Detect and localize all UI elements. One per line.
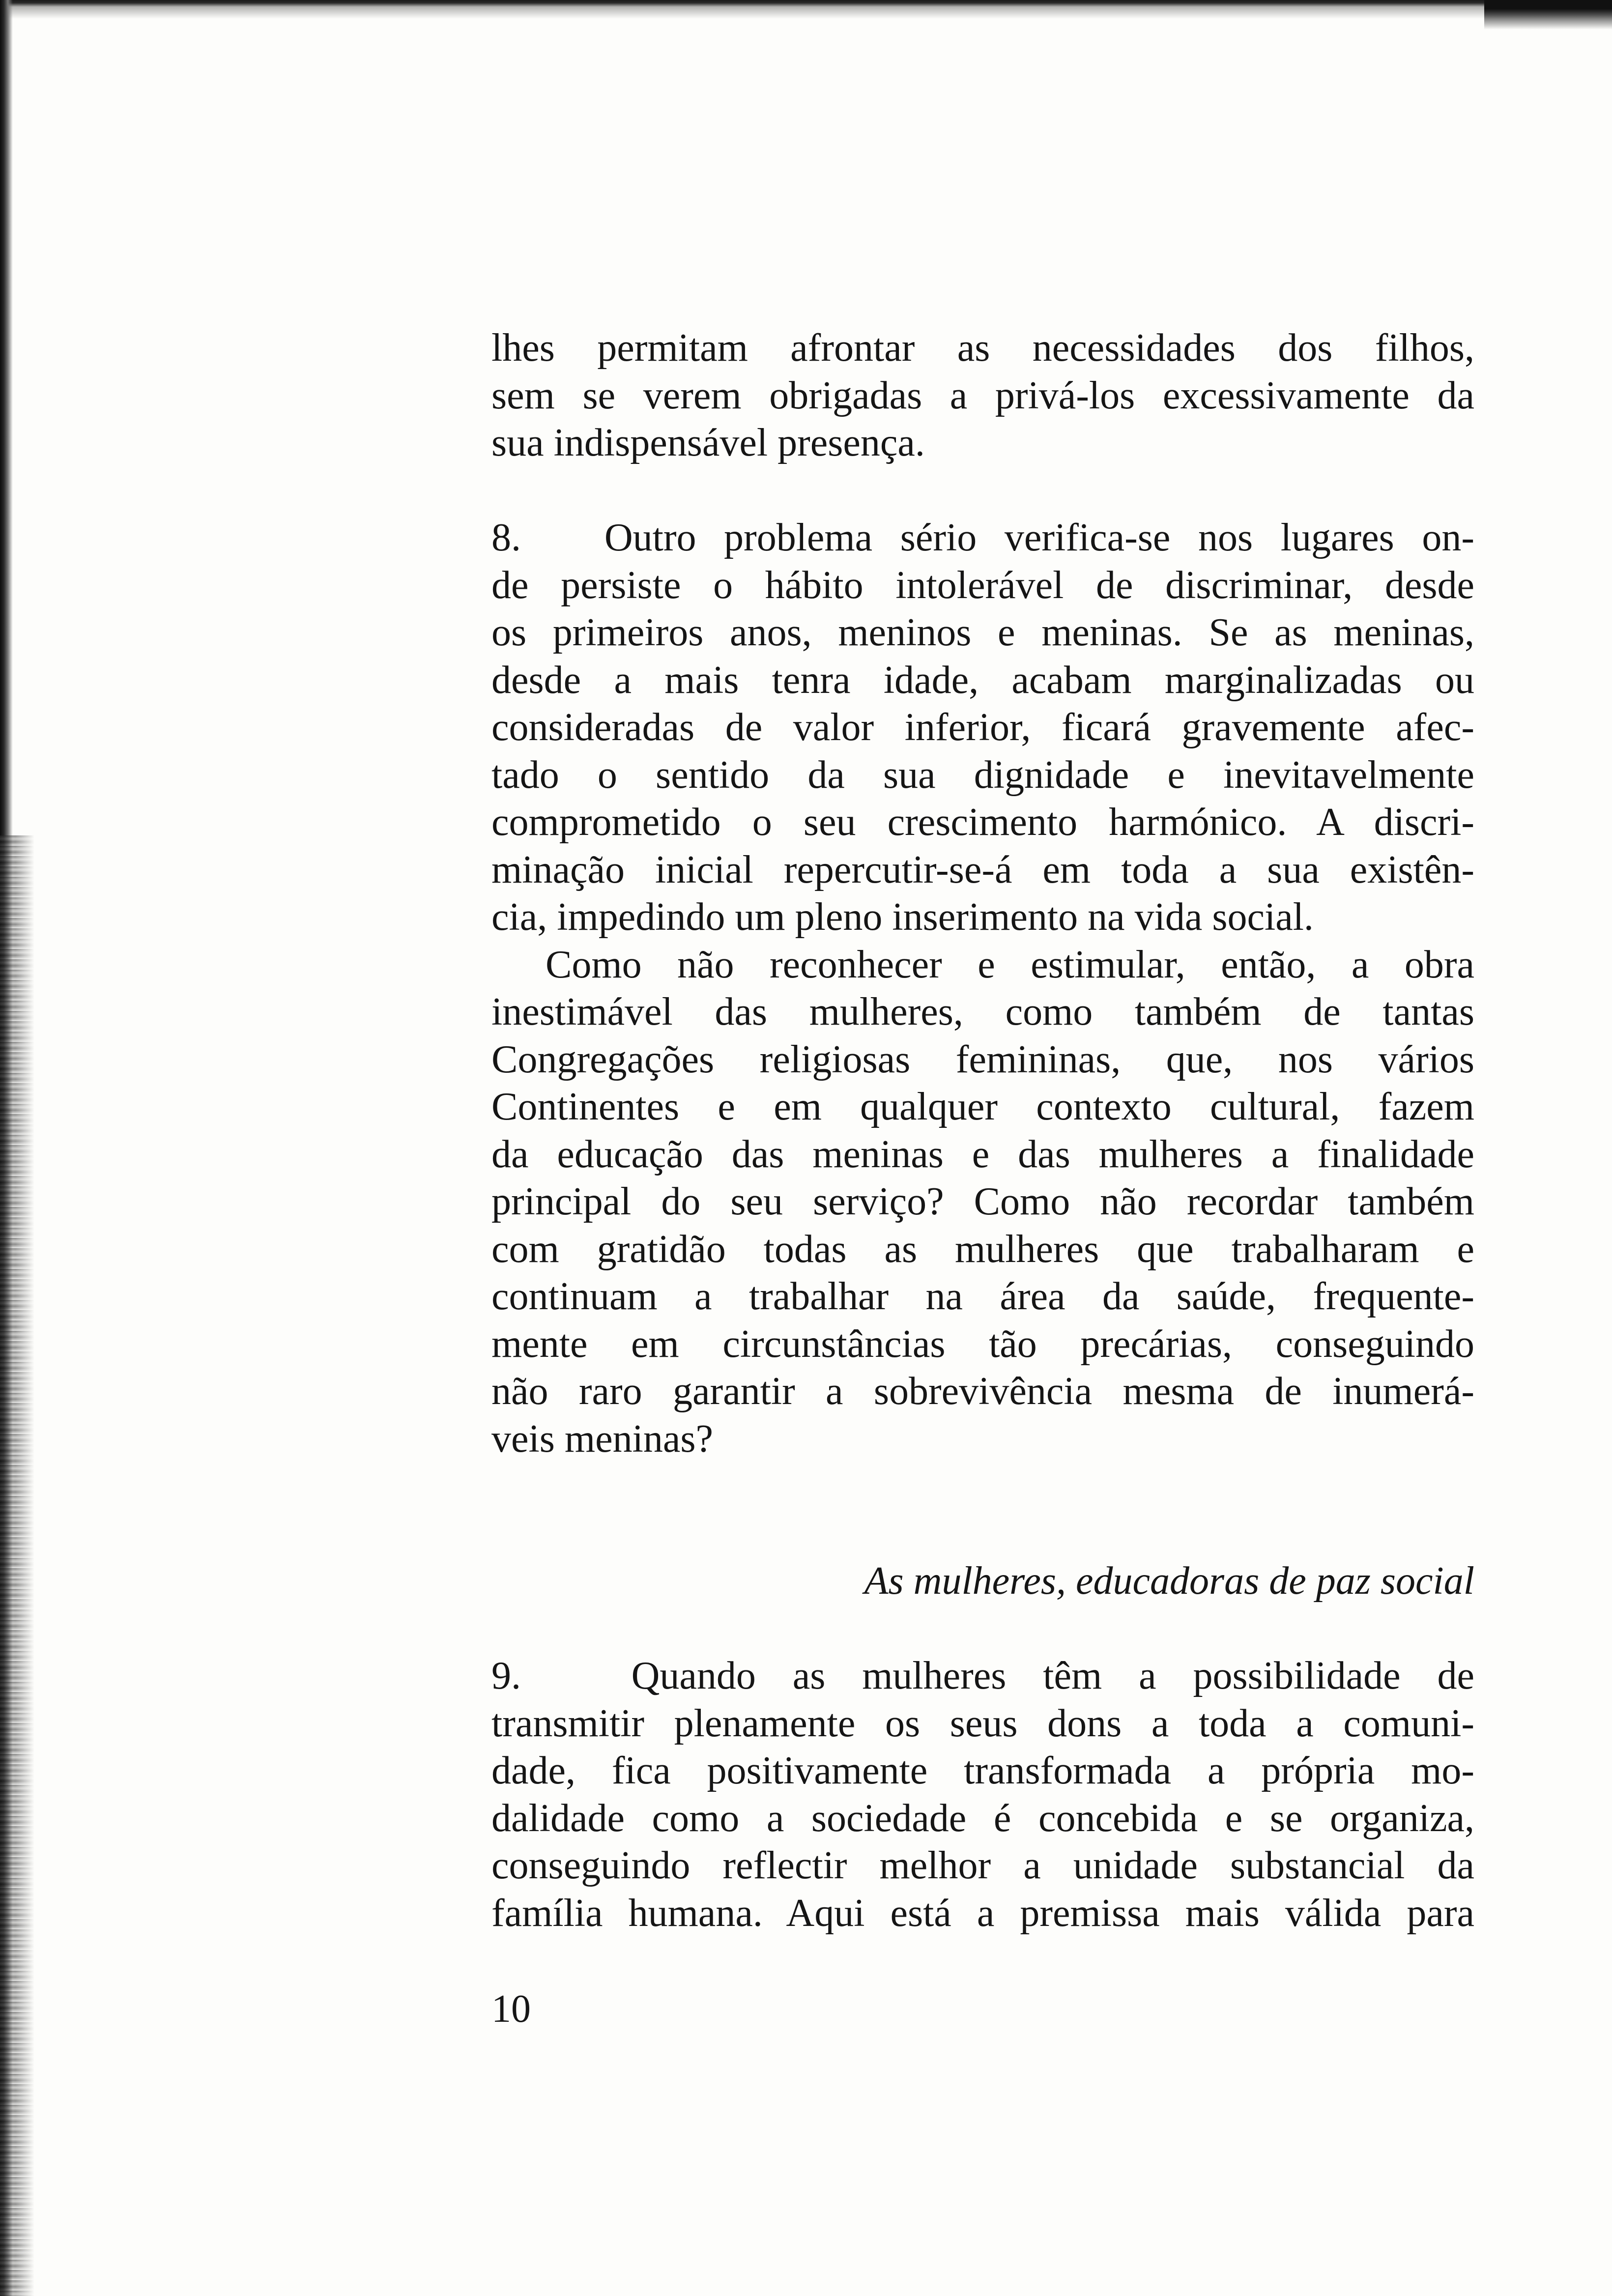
paragraph-gap <box>491 467 1474 515</box>
scan-top-edge-corner <box>1484 0 1612 29</box>
text-line: os primeiros anos, meninos e meninas. Se as meninas, <box>491 611 1474 654</box>
scan-top-edge <box>0 0 1612 19</box>
text-line: mente em circunstâncias tão precárias, conseguindo <box>491 1322 1474 1366</box>
text-line: minação inicial repercutir-se-á em toda a sua existên- <box>491 848 1474 891</box>
page-body <box>491 324 1474 1937</box>
paragraph-gap <box>491 1605 1474 1653</box>
paragraph-number: 9. <box>491 1654 521 1697</box>
text-line: cia, impedindo um pleno inserimento na vida social. <box>491 895 1314 939</box>
text-line: inestimável das mulheres, como também de tantas <box>491 990 1474 1033</box>
text-line: continuam a trabalhar na área da saúde, frequente- <box>491 1275 1474 1318</box>
text-line: desde a mais tenra idade, acabam marginalizadas ou <box>491 658 1474 702</box>
text-line: Congregações religiosas femininas, que, nos vários <box>491 1037 1474 1081</box>
text-line: de persiste o hábito intolerável de discriminar, desde <box>491 563 1474 607</box>
paragraph-8-continued <box>491 941 1474 1463</box>
text-line <box>491 1652 1474 1700</box>
text-line: com gratidão todas as mulheres que trabalharam e <box>491 1227 1474 1271</box>
text-line: lhes permitam afrontar as necessidades dos filhos, <box>491 326 1474 370</box>
text-line: transmitir plenamente os seus dons a toda a comuni- <box>491 1701 1474 1745</box>
paragraph-number: 8. <box>491 516 521 559</box>
paragraph-8 <box>491 514 1474 941</box>
text-line: sua indispensável presença. <box>491 421 925 464</box>
text-line <box>491 514 1474 562</box>
paragraph-first-line: Outro problema sério verifica-se nos lugares on- <box>604 516 1475 559</box>
text-line: da educação das meninas e das mulheres a finalidade <box>491 1132 1474 1176</box>
text-line: dalidade como a sociedade é concebida e se organiza, <box>491 1796 1474 1840</box>
text-line: conseguindo reflectir melhor a unidade substancial da <box>491 1844 1474 1887</box>
text-line: sem se verem obrigadas a privá-los excessivamente da <box>491 373 1474 417</box>
page-number: 10 <box>491 1987 531 2031</box>
paragraph-first-line: Quando as mulheres têm a possibilidade de <box>631 1654 1475 1697</box>
text-line: família humana. Aqui está a premissa mais válida para <box>491 1891 1474 1935</box>
section-heading: As mulheres, educadoras de paz social <box>864 1559 1474 1603</box>
text-line: veis meninas? <box>491 1417 713 1461</box>
text-line: tado o sentido da sua dignidade e inevitavelmente <box>491 753 1474 797</box>
scan-binding-shadow <box>0 835 34 2296</box>
text-line: dade, fica positivamente transformada a própria mo- <box>491 1749 1474 1792</box>
text-line: não raro garantir a sobrevivência mesma de inumerá- <box>491 1370 1474 1413</box>
text-line: comprometido o seu crescimento harmónico. A discri- <box>491 801 1474 844</box>
section-gap <box>491 1463 1474 1557</box>
text-line: principal do seu serviço? Como não recordar também <box>491 1180 1474 1223</box>
text-line: Continentes e em qualquer contexto cultural, fazem <box>491 1085 1474 1128</box>
paragraph-9 <box>491 1652 1474 1937</box>
text-line: consideradas de valor inferior, ficará gravemente afec- <box>491 706 1474 749</box>
text-line: Como não reconhecer e estimular, então, a obra <box>546 943 1474 986</box>
continuation-paragraph <box>491 324 1474 467</box>
